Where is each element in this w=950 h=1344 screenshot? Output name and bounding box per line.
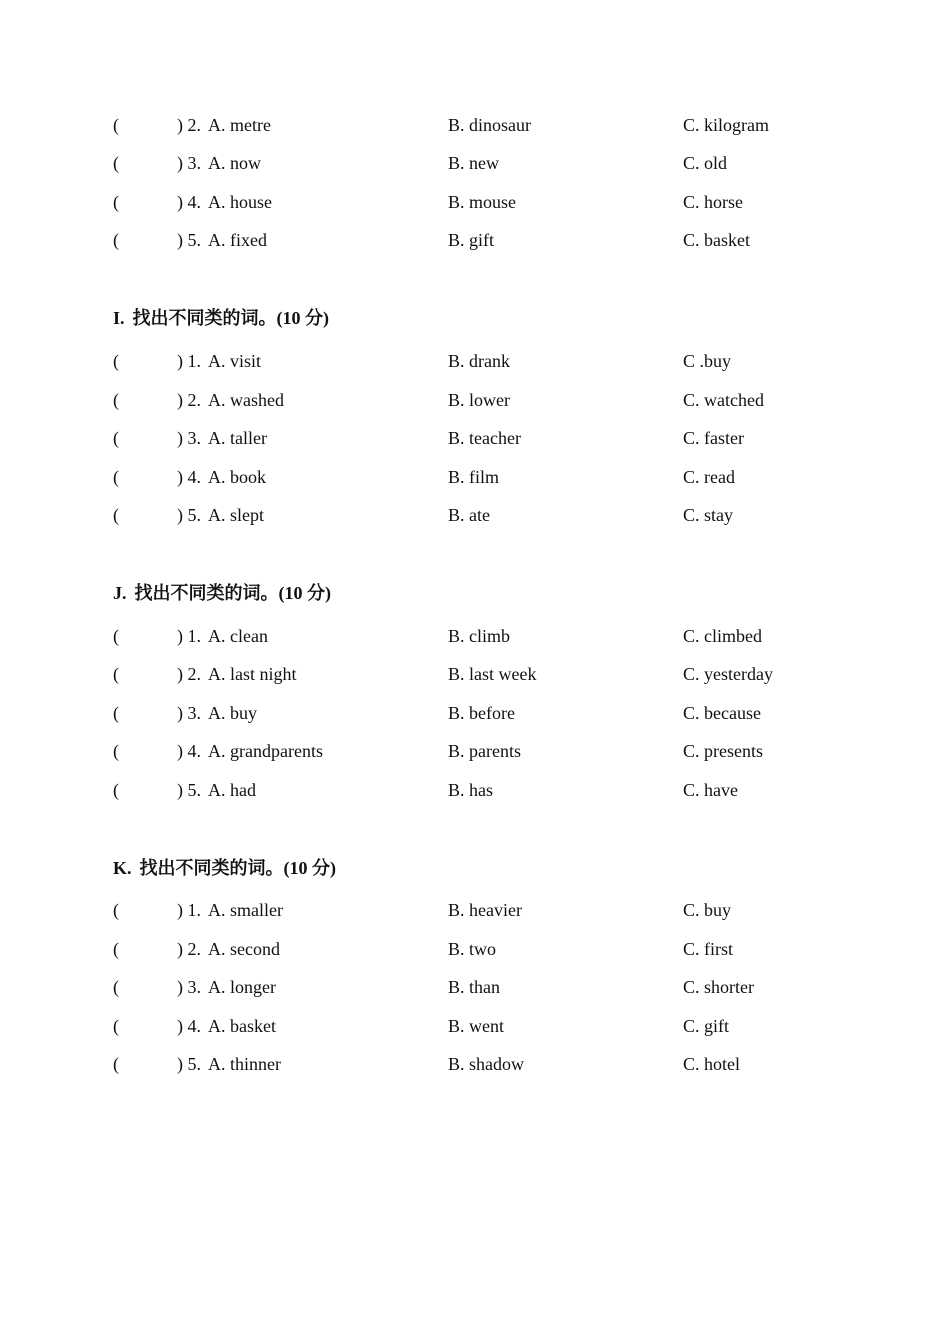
answer-blank-open: ( bbox=[113, 351, 119, 371]
option-c: C. presents bbox=[683, 741, 763, 761]
answer-blank-open: ( bbox=[113, 505, 119, 525]
option-a: A. taller bbox=[208, 428, 267, 448]
question-number: ) 2. bbox=[177, 115, 201, 135]
option-a: A. grandparents bbox=[208, 741, 323, 761]
option-c: C. watched bbox=[683, 390, 764, 410]
answer-blank-open: ( bbox=[113, 900, 119, 920]
option-a: A. basket bbox=[208, 1016, 276, 1036]
answer-blank-open: ( bbox=[113, 1016, 119, 1036]
option-a: A. slept bbox=[208, 505, 264, 525]
option-c: C. because bbox=[683, 703, 761, 723]
option-a: A. book bbox=[208, 467, 266, 487]
option-a: A. visit bbox=[208, 351, 262, 371]
option-b: B. two bbox=[448, 939, 497, 959]
answer-blank-open: ( bbox=[113, 428, 119, 448]
option-a: A. now bbox=[208, 153, 261, 173]
answer-blank-open: ( bbox=[113, 664, 119, 684]
option-b: B. mouse bbox=[448, 192, 517, 212]
option-c: C .buy bbox=[683, 351, 732, 371]
answer-blank-open: ( bbox=[113, 1054, 119, 1074]
option-c: C. old bbox=[683, 153, 728, 173]
answer-blank-open: ( bbox=[113, 741, 119, 761]
question-number: ) 2. bbox=[177, 939, 201, 959]
section-letter: I. bbox=[113, 308, 125, 328]
question-number: ) 4. bbox=[177, 741, 201, 761]
option-b: B. new bbox=[448, 153, 499, 173]
option-b: B. ate bbox=[448, 505, 490, 525]
option-c: C. basket bbox=[683, 230, 750, 250]
question-number: ) 3. bbox=[177, 153, 201, 173]
question-row bbox=[0, 701, 950, 725]
question-row bbox=[0, 937, 950, 961]
question-row bbox=[0, 190, 950, 214]
section-letter: K. bbox=[113, 858, 132, 878]
option-c: C. shorter bbox=[683, 977, 754, 997]
option-a: A. second bbox=[208, 939, 280, 959]
question-row bbox=[0, 778, 950, 802]
question-row bbox=[0, 662, 950, 686]
question-row bbox=[0, 388, 950, 412]
option-b: B. shadow bbox=[448, 1054, 524, 1074]
question-number: ) 3. bbox=[177, 977, 201, 997]
question-number: ) 4. bbox=[177, 1016, 201, 1036]
question-row bbox=[0, 1052, 950, 1076]
question-row bbox=[0, 151, 950, 175]
question-number: ) 3. bbox=[177, 428, 201, 448]
question-row bbox=[0, 503, 950, 527]
question-row bbox=[0, 228, 950, 252]
section-heading-i bbox=[113, 305, 329, 331]
question-number: ) 5. bbox=[177, 1054, 201, 1074]
section-heading-j bbox=[113, 580, 331, 606]
question-number: ) 4. bbox=[177, 192, 201, 212]
answer-blank-open: ( bbox=[113, 626, 119, 646]
answer-blank-open: ( bbox=[113, 115, 119, 135]
question-row bbox=[0, 113, 950, 137]
option-a: A. fixed bbox=[208, 230, 267, 250]
question-number: ) 3. bbox=[177, 703, 201, 723]
option-c: C. read bbox=[683, 467, 735, 487]
question-number: ) 5. bbox=[177, 780, 201, 800]
question-row bbox=[0, 898, 950, 922]
option-b: B. drank bbox=[448, 351, 510, 371]
option-a: A. washed bbox=[208, 390, 284, 410]
question-row bbox=[0, 975, 950, 999]
option-a: A. had bbox=[208, 780, 256, 800]
option-c: C. first bbox=[683, 939, 734, 959]
answer-blank-open: ( bbox=[113, 192, 119, 212]
option-b: B. gift bbox=[448, 230, 495, 250]
option-b: B. heavier bbox=[448, 900, 522, 920]
question-number: ) 5. bbox=[177, 230, 201, 250]
answer-blank-open: ( bbox=[113, 703, 119, 723]
answer-blank-open: ( bbox=[113, 939, 119, 959]
option-b: B. went bbox=[448, 1016, 504, 1036]
answer-blank-open: ( bbox=[113, 153, 119, 173]
answer-blank-open: ( bbox=[113, 230, 119, 250]
question-row bbox=[0, 349, 950, 373]
option-a: A. buy bbox=[208, 703, 257, 723]
answer-blank-open: ( bbox=[113, 977, 119, 997]
question-row bbox=[0, 1014, 950, 1038]
option-b: B. climb bbox=[448, 626, 510, 646]
section-letter: J. bbox=[113, 583, 127, 603]
answer-blank-open: ( bbox=[113, 390, 119, 410]
question-row bbox=[0, 465, 950, 489]
question-number: ) 2. bbox=[177, 390, 201, 410]
option-c: C. have bbox=[683, 780, 738, 800]
question-number: ) 4. bbox=[177, 467, 201, 487]
option-c: C. stay bbox=[683, 505, 734, 525]
option-c: C. kilogram bbox=[683, 115, 769, 135]
question-row bbox=[0, 739, 950, 763]
option-a: A. last night bbox=[208, 664, 297, 684]
question-number: ) 2. bbox=[177, 664, 201, 684]
option-b: B. dinosaur bbox=[448, 115, 531, 135]
option-b: B. than bbox=[448, 977, 500, 997]
option-a: A. metre bbox=[208, 115, 271, 135]
option-c: C. buy bbox=[683, 900, 732, 920]
option-b: B. parents bbox=[448, 741, 521, 761]
question-row bbox=[0, 426, 950, 450]
option-b: B. has bbox=[448, 780, 493, 800]
option-c: C. hotel bbox=[683, 1054, 740, 1074]
option-a: A. house bbox=[208, 192, 272, 212]
option-c: C. yesterday bbox=[683, 664, 773, 684]
option-a: A. smaller bbox=[208, 900, 283, 920]
section-title: 找出不同类的词。(10 分) bbox=[139, 858, 337, 878]
question-number: ) 1. bbox=[177, 626, 201, 646]
section-title: 找出不同类的词。(10 分) bbox=[134, 583, 331, 603]
option-b: B. before bbox=[448, 703, 515, 723]
option-a: A. longer bbox=[208, 977, 276, 997]
question-number: ) 5. bbox=[177, 505, 201, 525]
option-b: B. last week bbox=[448, 664, 537, 684]
question-number: ) 1. bbox=[177, 900, 201, 920]
section-heading-k bbox=[113, 855, 336, 881]
option-b: B. lower bbox=[448, 390, 510, 410]
answer-blank-open: ( bbox=[113, 780, 119, 800]
option-c: C. horse bbox=[683, 192, 743, 212]
question-row bbox=[0, 624, 950, 648]
option-c: C. climbed bbox=[683, 626, 762, 646]
option-a: A. thinner bbox=[208, 1054, 281, 1074]
answer-blank-open: ( bbox=[113, 467, 119, 487]
option-b: B. film bbox=[448, 467, 500, 487]
question-number: ) 1. bbox=[177, 351, 201, 371]
option-a: A. clean bbox=[208, 626, 268, 646]
section-title: 找出不同类的词。(10 分) bbox=[132, 308, 330, 328]
option-c: C. faster bbox=[683, 428, 744, 448]
option-b: B. teacher bbox=[448, 428, 521, 448]
option-c: C. gift bbox=[683, 1016, 730, 1036]
